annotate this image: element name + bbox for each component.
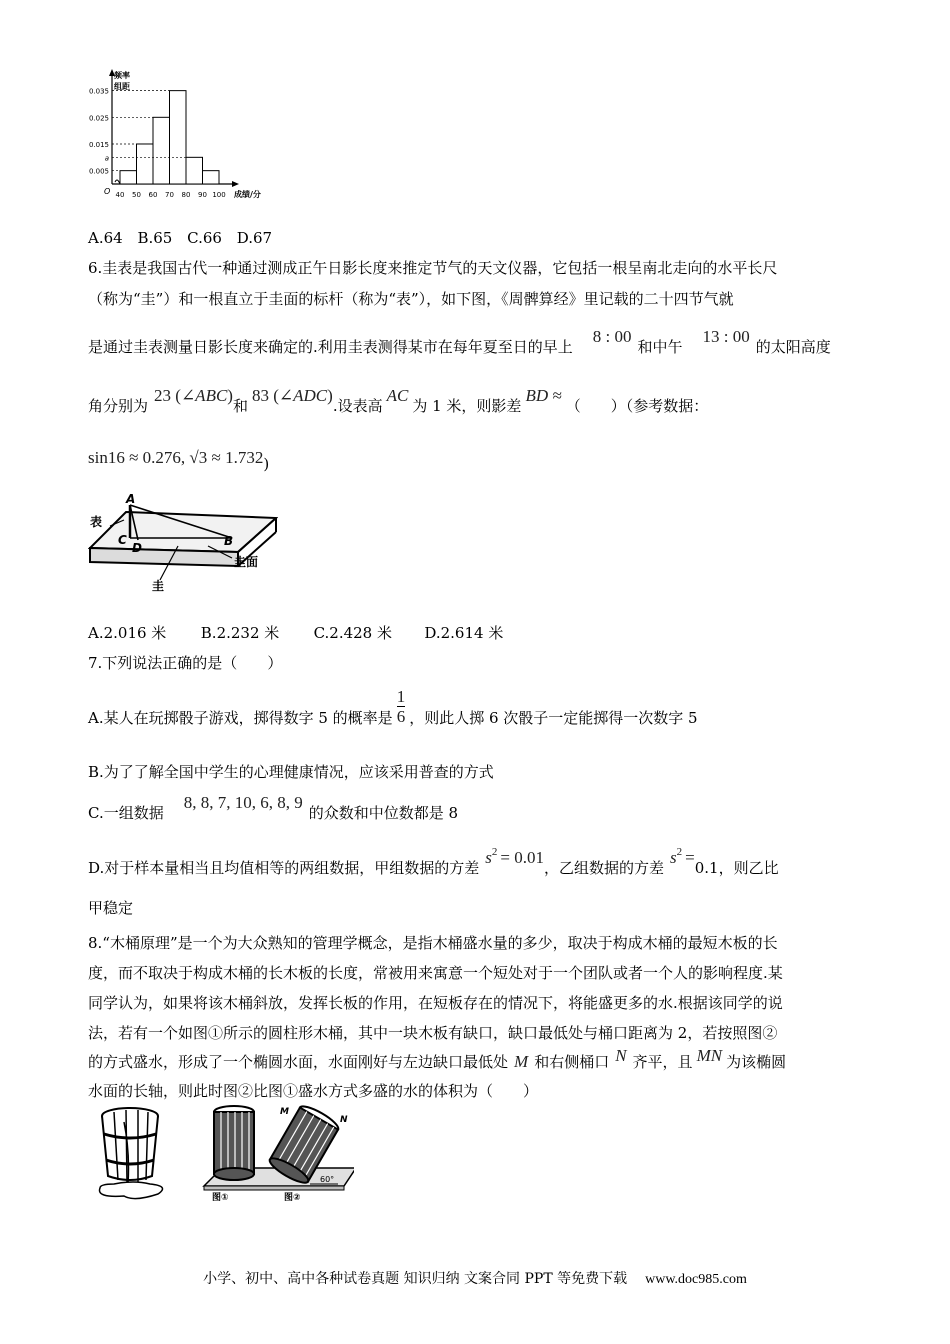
label-gui: 圭 — [152, 579, 165, 593]
gui-biao-figure — [88, 490, 278, 596]
histogram-x-tick-label: 90 — [198, 191, 207, 199]
histogram-x-tick-label: 50 — [132, 191, 141, 199]
label-fig1: 图① — [212, 1193, 229, 1202]
histogram-y-tick-label: a — [104, 154, 109, 163]
label-a: A — [126, 492, 136, 506]
histogram-bar — [170, 91, 187, 184]
q8-line-6: 水面的长轴，则此时图②比图①盛水方式多盛的水的体积为（ ） — [88, 1082, 539, 1100]
q6-line-2: （称为“圭”）和一根直立于圭面的标杆（称为“表”），如下图，《周髀算经》里记载的二十四节气就 — [88, 290, 734, 308]
page-footer — [0, 1268, 950, 1288]
q5-option-c[interactable]: C.66 — [187, 229, 222, 247]
q7-option-a[interactable]: A.某人在玩掷骰子游戏，掷得数字 5 的概率是 $\frac{1}{6}$ ，则此人掷 6 次骰子一定能掷得一次数字 5 — [88, 687, 698, 727]
q6-angle-2-name: ∠ADC — [278, 386, 328, 405]
q6-reference-data: sin16 ≈ 0.276, √3 ≈ 1.732) — [88, 448, 270, 473]
label-guimian: 圭面 — [234, 555, 259, 569]
wooden-bucket-figure — [94, 1102, 354, 1202]
fraction-one-sixth: $\frac{1}{6}$ — [396, 687, 406, 726]
histogram-x-tick-label: 70 — [165, 191, 174, 199]
histogram-ylabel-bottom: 组距 — [114, 82, 130, 91]
q8-line-3: 同学认为，如果将该木桶斜放，发挥长板的作用，在短板存在的情况下，将能盛更多的水.根据该同学的说 — [88, 994, 783, 1012]
q6-option-d[interactable]: D.2.614 米 — [424, 624, 504, 642]
q8-line-4: 法，若有一个如图①所示的圆柱形木桶，其中一块木板有缺口，缺口最低处与桶口距离为 2，若按照图② — [88, 1024, 778, 1042]
q6-line-1: 6.圭表是我国古代一种通过测成正午日影长度来推定节气的天文仪器，它包括一根呈南北走向的水平长尺 — [88, 259, 778, 277]
q6-angle-2: 83 — [251, 386, 269, 405]
histogram-ylabel-top: 频率 — [114, 71, 130, 80]
histogram-origin: O — [104, 187, 111, 196]
histogram-x-ticks — [116, 191, 226, 199]
upright-bucket-icon — [214, 1106, 254, 1180]
q8-line-5: 的方式盛水，形成了一个椭圆水面，水面刚好与左边缺口最低处 M 和右侧桶口 N 齐平，且 MN 为该椭圆 — [88, 1046, 787, 1071]
histogram-x-tick-label: 100 — [212, 191, 226, 199]
histogram-y-tick-label: 0.025 — [88, 114, 109, 123]
q8-line-2: 度，而不取决于构成木桶的长木板的长度，常被用来寓意一个短处对于一个团队或者一个人的影响程度.某 — [88, 964, 783, 982]
label-n: N — [340, 1115, 348, 1125]
q7-option-d[interactable]: D.对于样本量相当且均值相等的两组数据，甲组数据的方差$s^2 = 0.01$，乙组数据的方差$s^2 =0.1$，则乙比 — [88, 846, 779, 877]
label-m: M — [280, 1107, 289, 1117]
q5-options — [88, 228, 272, 248]
histogram-bar — [137, 144, 154, 184]
q6-reference-values: sin16 ≈ 0.276, √3 ≈ 1.732 — [88, 448, 264, 467]
histogram-bar — [186, 157, 203, 184]
label-biao: 表 — [90, 515, 103, 529]
q7-option-d-cont: 甲稳定 — [88, 899, 134, 917]
histogram-y-tick-label: 0.005 — [88, 167, 109, 176]
q6-line-3: 是通过圭表测量日影长度来确定的.利用圭表测得某市在每年夏至日的早上8 : 00和中午13 : 00的太阳高度 — [88, 327, 831, 356]
q6-bd: BD ≈ — [525, 386, 562, 405]
leaking-bucket-icon — [100, 1108, 163, 1199]
histogram-x-tick-label: 60 — [148, 191, 158, 199]
q5-option-d[interactable]: D.67 — [236, 229, 273, 247]
q7-option-b[interactable]: B.为了了解全国中学生的心理健康情况，应该采用普查的方式 — [88, 763, 494, 781]
q7-data-set: 8, 8, 7, 10, 6, 8, 9 — [183, 793, 303, 812]
q6-option-b[interactable]: B.2.232 米 — [200, 624, 280, 642]
frequency-histogram — [84, 66, 294, 216]
q6-line-4: 角分别为23 (∠ABC)和83 (∠ADC).设表高AC为 1 米，则影差BD ≈（ ）（参考数据： — [88, 386, 709, 415]
histogram-bar — [203, 171, 220, 184]
q6-angle-1-name: ∠ABC — [180, 386, 228, 405]
histogram-y-tick-label: 0.035 — [88, 87, 109, 96]
footer-url[interactable]: www.doc985.com — [645, 1272, 747, 1287]
histogram-x-tick-label: 80 — [181, 191, 191, 199]
q5-option-b[interactable]: B.65 — [137, 229, 173, 247]
q8-line-1: 8.“木桶原理”是一个为大众熟知的管理学概念，是指木桶盛水量的多少，取决于构成木桶的最短木板的长 — [88, 934, 778, 952]
q7-option-c[interactable]: C.一组数据8, 8, 7, 10, 6, 8, 9的众数和中位数都是 8 — [88, 793, 459, 822]
x-axis-arrow — [232, 181, 239, 187]
label-d: D — [132, 541, 142, 555]
label-angle: 60° — [320, 1175, 335, 1184]
footer-text: 小学、初中、高中各种试卷真题 知识归纳 文案合同 PPT 等免费下载 — [203, 1271, 628, 1287]
q6-time-2: 13 : 00 — [702, 327, 750, 346]
q7-stem: 7.下列说法正确的是（ ） — [88, 654, 283, 672]
histogram-bars — [120, 91, 219, 184]
histogram-x-tick-label: 40 — [115, 191, 125, 199]
q6-option-c[interactable]: C.2.428 米 — [313, 624, 392, 642]
q6-time-1: 8 : 00 — [592, 327, 632, 346]
histogram-y-tick-label: 0.015 — [88, 140, 109, 149]
histogram-bar — [120, 171, 137, 184]
q6-angle-1: 23 — [154, 386, 172, 405]
q6-ac: AC — [386, 386, 409, 405]
q6-option-a[interactable]: A.2.016 米 — [88, 624, 167, 642]
q6-options — [88, 623, 503, 643]
label-fig2: 图② — [284, 1193, 301, 1202]
histogram-xlabel: 成绩/分 — [234, 190, 261, 199]
label-c: C — [118, 533, 127, 547]
label-b: B — [224, 534, 234, 548]
histogram-bar — [153, 117, 170, 184]
q5-option-a[interactable]: A.64 — [88, 229, 123, 247]
